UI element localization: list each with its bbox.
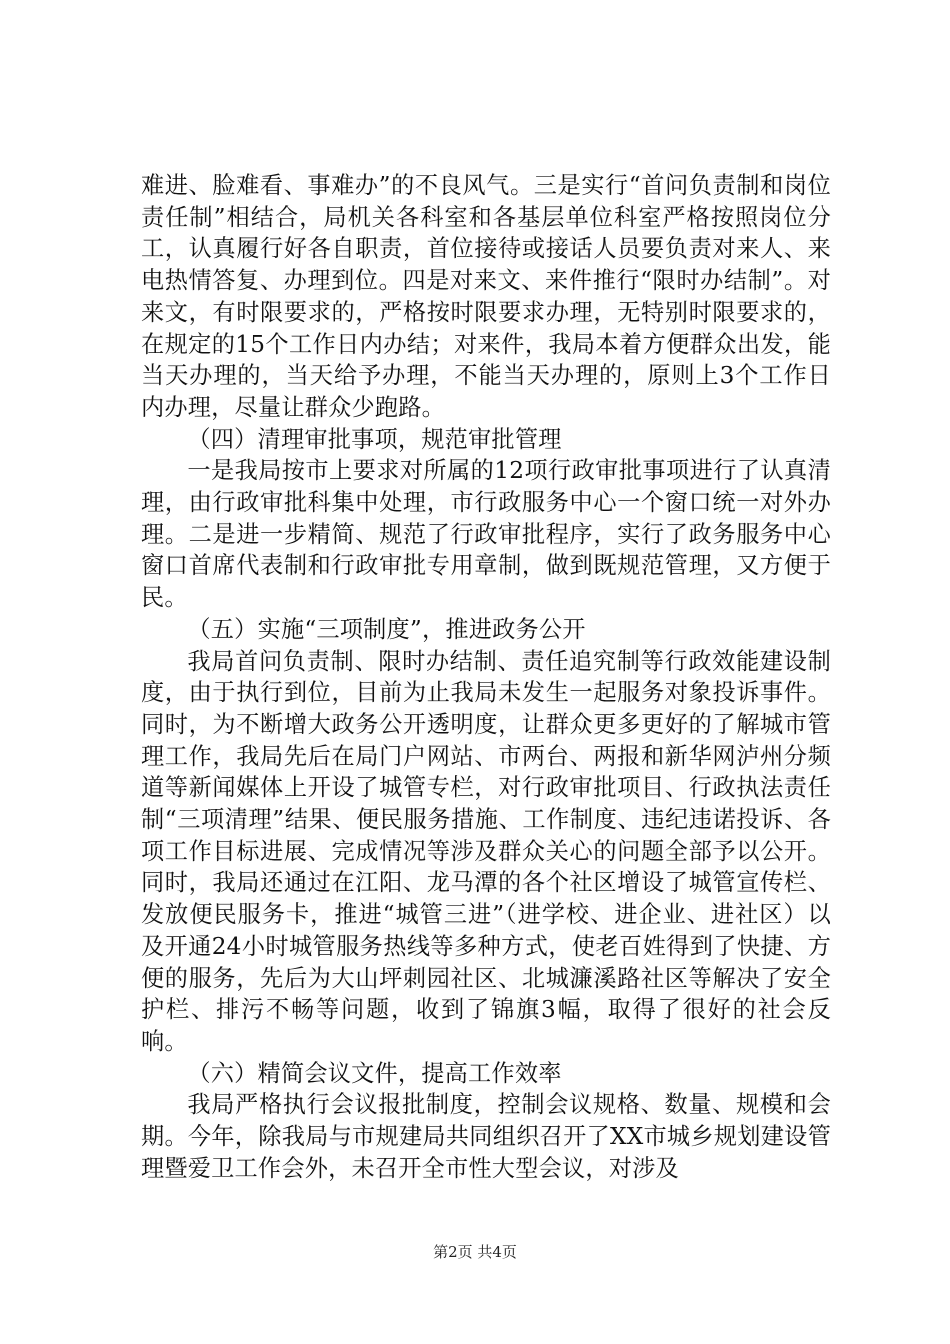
paragraph-continued: 难进、脸难看、事难办”的不良风气。三是实行“首问负责制和岗位责任制”相结合，局机关各科室和各基层单位科室严格按照岗位分工，认真履行好各自职责，首位接待或接话人员要负责对来人、来电热情答复、办理到位。四是对来文、来件推行“限时办结制”。对来文，有时限要求的，严格按时限要求办理，无特别时限要求的，在规定的15个工作日内办结；对来件，我局本着方便群众出发，能当天办理的，当天给予办理，不能当天办理的，原则上3个工作日内办理，尽量让群众少跑路。 bbox=[141, 172, 831, 421]
paragraph-section-4: 一是我局按市上要求对所属的12项行政审批事项进行了认真清理，由行政审批科集中处理，市行政服务中心一个窗口统一对外办理。二是进一步精简、规范了行政审批程序，实行了政务服务中心窗口首席代表制和行政审批专用章制，做到既规范管理，又方便于民。 bbox=[141, 457, 831, 612]
section-heading-4: （四）清理审批事项，规范审批管理 bbox=[187, 425, 562, 453]
document-body bbox=[141, 170, 831, 1185]
paragraph-section-6: 我局严格执行会议报批制度，控制会议规格、数量、规模和会期。今年，除我局与市规建局共同组织召开了XX市城乡规划建设管理暨爱卫工作会外，未召开全市性大型会议，对涉及 bbox=[141, 1091, 831, 1182]
section-heading-6: （六）精简会议文件，提高工作效率 bbox=[187, 1059, 562, 1087]
section-heading-5: （五）实施“三项制度”，推进政务公开 bbox=[187, 615, 586, 643]
page-footer: 第2页 共4页 bbox=[433, 1243, 517, 1261]
paragraph-section-5: 我局首问负责制、限时办结制、责任追究制等行政效能建设制度，由于执行到位，目前为止我局未发生一起服务对象投诉事件。同时，为不断增大政务公开透明度，让群众更多更好的了解城市管理工作，我局先后在局门户网站、市两台、两报和新华网泸州分频道等新闻媒体上开设了城管专栏，对行政审批项目、行政执法责任制“三项清理”结果、便民服务措施、工作制度、违纪违诺投诉、各项工作目标进展、完成情况等涉及群众关心的问题全部予以公开。同时，我局还通过在江阳、龙马潭的各个社区增设了城管宣传栏、发放便民服务卡，推进“城管三进”（进学校、进企业、进社区）以及开通24小时城管服务热线等多种方式，使老百姓得到了快捷、方便的服务，先后为大山坪刺园社区、北城濂溪路社区等解决了安全护栏、排污不畅等问题，收到了锦旗3幅，取得了很好的社会反响。 bbox=[141, 647, 831, 1055]
